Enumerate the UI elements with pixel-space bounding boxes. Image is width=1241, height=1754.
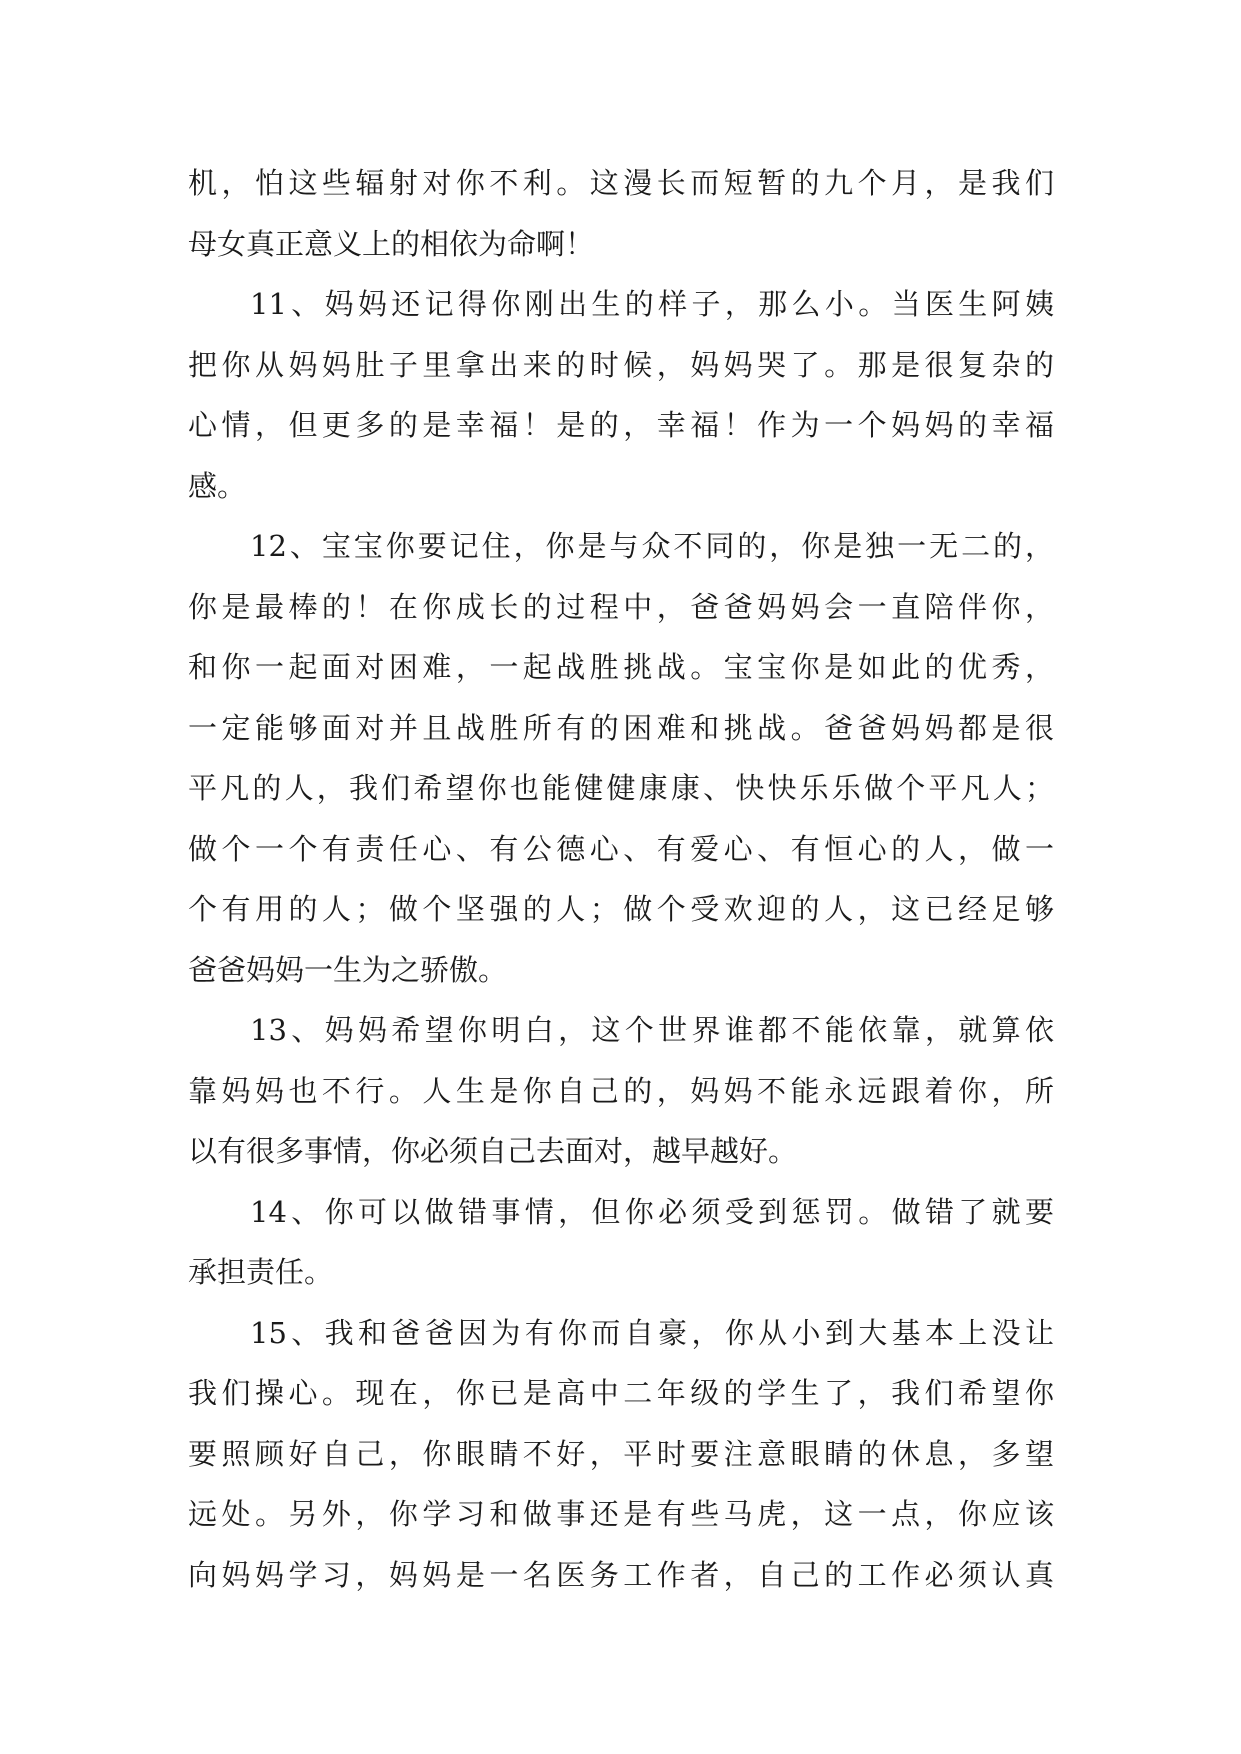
paragraph-13 [188,1000,1054,1182]
paragraph-12 [188,516,1054,1000]
text-line: 爸爸妈妈一生为之骄傲。 [188,952,508,987]
paragraph-14 [188,1182,1054,1303]
paragraph-15 [188,1303,1054,1606]
text-line: 向妈妈学习，妈妈是一名医务工作者，自己的工作必须认真 [188,1557,1054,1592]
text-line: 靠妈妈也不行。人生是你自己的，妈妈不能永远跟着你，所 [188,1073,1054,1108]
text-line: 机，怕这些辐射对你不利。这漫长而短暂的九个月，是我们 [188,166,1054,200]
text-line: 要照顾好自己，你眼睛不好，平时要注意眼睛的休息，多望 [188,1436,1054,1471]
text-line: 15、我和爸爸因为有你而自豪，你从小到大基本上没让 [250,1315,1054,1350]
text-line: 我们操心。现在，你已是高中二年级的学生了，我们希望你 [188,1376,1054,1410]
text-line: 承担责任。 [188,1255,334,1289]
text-line: 把你从妈妈肚子里拿出来的时候，妈妈哭了。那是很复杂的 [188,347,1054,382]
text-line: 12、宝宝你要记住，你是与众不同的，你是独一无二的， [250,529,1054,563]
text-line: 心情，但更多的是幸福！是的，幸福！作为一个妈妈的幸福 [188,408,1054,442]
text-line: 感。 [188,468,247,503]
text-line: 个有用的人；做个坚强的人；做个受欢迎的人，这已经足够 [188,892,1054,926]
text-line: 11、妈妈还记得你刚出生的样子，那么小。当医生阿姨 [250,287,1054,321]
text-line: 以有很多事情，你必须自己去面对，越早越好。 [188,1134,798,1168]
document-body [188,153,1054,1605]
text-line: 远处。另外，你学习和做事还是有些马虎，这一点，你应该 [188,1497,1054,1531]
text-line: 母女真正意义上的相依为命啊！ [188,226,595,261]
text-line: 你是最棒的！在你成长的过程中，爸爸妈妈会一直陪伴你， [188,589,1054,624]
text-line: 平凡的人，我们希望你也能健健康康、快快乐乐做个平凡人； [188,771,1054,805]
text-line: 13、妈妈希望你明白，这个世界谁都不能依靠，就算依 [250,1013,1054,1047]
text-line: 和你一起面对困难，一起战胜挑战。宝宝你是如此的优秀， [188,650,1054,684]
text-line: 一定能够面对并且战胜所有的困难和挑战。爸爸妈妈都是很 [188,710,1054,745]
text-line: 14、你可以做错事情，但你必须受到惩罚。做错了就要 [250,1194,1054,1229]
paragraph-continuation [188,153,1054,274]
paragraph-11 [188,274,1054,516]
text-line: 做个一个有责任心、有公德心、有爱心、有恒心的人，做一 [188,831,1054,866]
